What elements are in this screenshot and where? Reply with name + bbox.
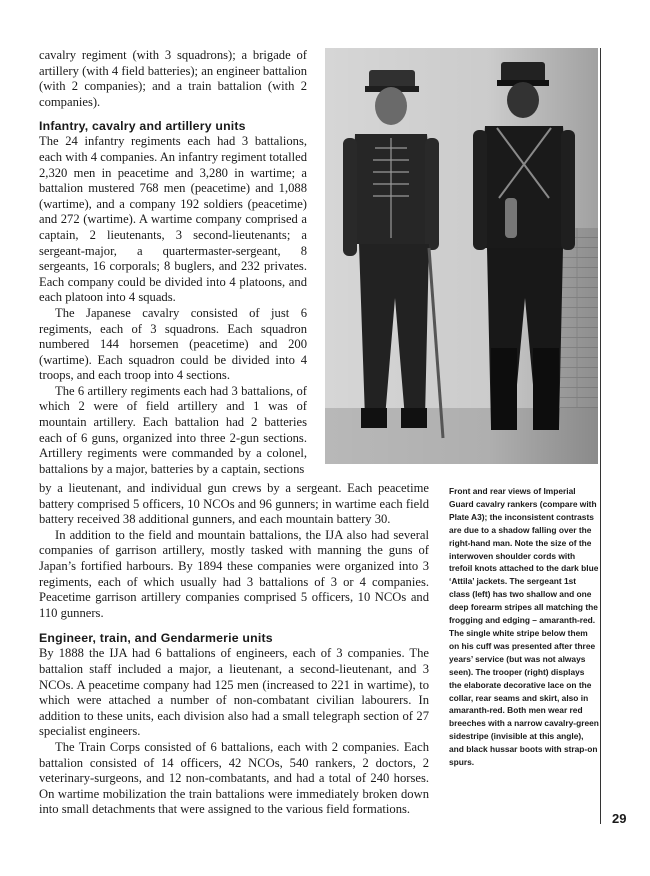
paragraph-infantry: The 24 infantry regiments each had 3 battalions, each with 4 companies. An infantry regiment totalled 2,320 men in peacetime and 3,280 in wartime; a battalion mustered 768 men (peacetime) and 1,088 (wartime), and a company 192 soldiers (peacetime) and 272 (wartime). A wartime company comprised a captain, 2 lieutenants, 3 second-lieutenants; a sergeant-major, a quartermaster-sergeant, 8 sergeants, 16 corporals; 8 buglers, and 232 privates. Each company could be divided into 4 platoons, and each platoon into 4 squads. [39, 134, 307, 305]
paragraph-artillery-bottom: by a lieutenant, and individual gun crews by a sergeant. Each peacetime battery comprised 5 officers, 10 NCOs and 96 gunners; in wartime each field battery received 38 additional gunners, and each mountain battery 30. [39, 481, 429, 527]
intro-paragraph: cavalry regiment (with 3 squadrons); a brigade of artillery (with 4 field batteries); an engineer battalion (with 2 companies); and a train battalion (with 2 companies). [39, 48, 307, 109]
paragraph-garrison-artillery: In addition to the field and mountain battalions, the IJA also had several companies of garrison artillery, mostly tasked with manning the guns of Japan’s fortified harbours. By 1894 these companies were organized into 3 regiments, each of which usually had 3 battalions of 3 or 4 companies. Peacetime garrison artillery companies comprised 5 officers, 10 NCOs and 110 gunners. [39, 527, 429, 620]
upper-text-column [39, 48, 307, 477]
paragraph-engineers: By 1888 the IJA had 6 battalions of engineers, each of 3 companies. The battalion staff included a major, a lieutenant, a second-lieutenant, and 3 NCOs. A peacetime company had 125 men (increased to 221 in wartime), to which were attached a number of non-combatant civilian labourers. In addition to these units, each division also had a small telegraph section of 27 specialist engineers. [39, 646, 429, 739]
paragraph-artillery-top: The 6 artillery regiments each had 3 battalions, of which 2 were of field artillery and 1 was of mountain artillery. Each battalion had 2 batteries each of 6 guns, organized into three 2-gun sections. Artillery regiments were commanded by a colonel, battalions by a major, batteries by a captain, sections [39, 383, 307, 476]
photo-caption: Front and rear views of Imperial Guard cavalry rankers (compare with Plate A3); the inconsistent contrasts are due to a shadow falling over the right-hand man. Note the size of the interwoven shoulder cords with trefoil knots attached to the dark blue ‘Attila’ jackets. The sergeant 1st class (left) has two shallow and one deep forearm stripes all matching the frogging and edging – amaranth-red. The single white stripe below them on his cuff was presented after three years’ service (but was not always seen). The trooper (right) displays the elaborate decorative lace on the collar, rear seams and skirt, also in amaranth-red. Both men wear red breeches with a narrow cavalry-green sidestripe (invisible at this angle), and black hussar boots with strap-on spurs. [449, 486, 599, 768]
lower-text-column [39, 481, 429, 818]
page-number: 29 [612, 811, 627, 826]
paragraph-train-corps: The Train Corps consisted of 6 battalions, each with 2 companies. Each battalion consisted of 14 officers, 42 NCOs, 540 rankers, 2 doctors, 2 veterinary-surgeons, and 12 non-combatants, and had a total of 240 horses. On wartime mobilization the train battalions were immediately broken down into small detachments that were assigned to the various field formations. [39, 739, 429, 817]
margin-rule [600, 48, 601, 824]
section-heading-engineer: Engineer, train, and Gendarmerie units [39, 631, 273, 646]
paragraph-cavalry: The Japanese cavalry consisted of just 6 regiments, each of 3 squadrons. Each squadron numbered 144 horsemen (peacetime) and 200 (wartime). Each squadron could be divided into 4 troops, and each troop into 4 sections. [39, 305, 307, 383]
cavalry-rankers-photo [325, 48, 598, 464]
section-heading-infantry: Infantry, cavalry and artillery units [39, 119, 246, 134]
